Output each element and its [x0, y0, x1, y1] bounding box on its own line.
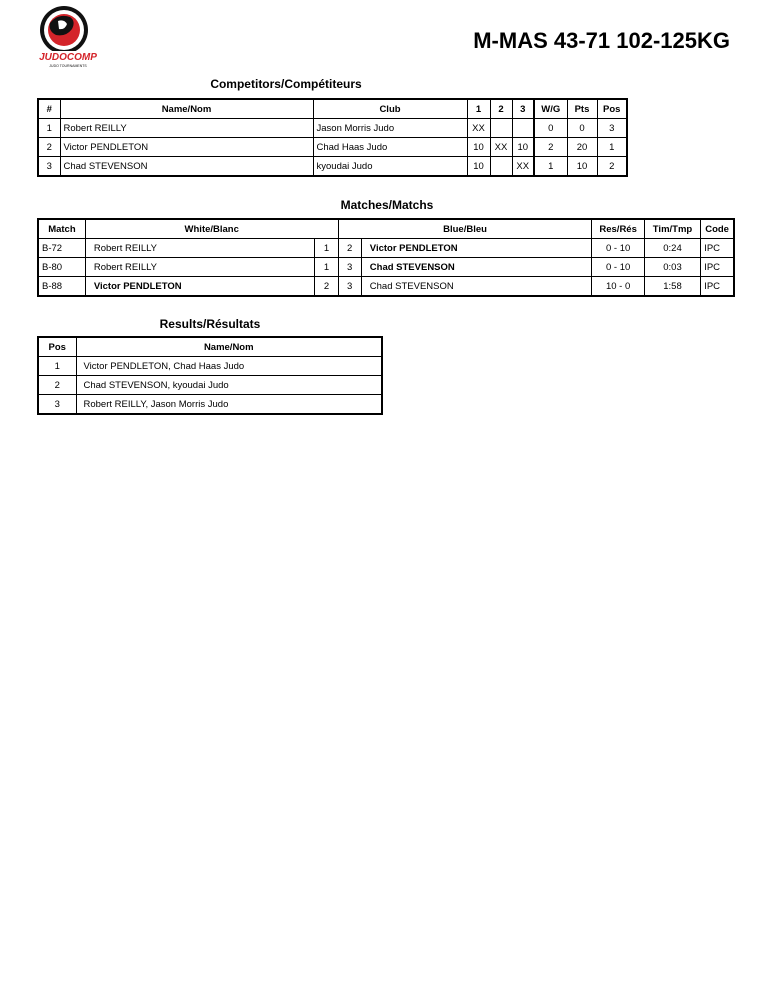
match-blue-name: Chad STEVENSON [361, 258, 592, 277]
competitor-score-3 [512, 119, 534, 138]
result-name: Victor PENDLETON, Chad Haas Judo [76, 357, 382, 376]
match-row [38, 277, 734, 297]
header-blue: Blue/Bleu [338, 219, 592, 239]
competitors-header-row [38, 99, 627, 119]
competitor-score-1: 10 [467, 157, 490, 177]
result-name: Chad STEVENSON, kyoudai Judo [76, 376, 382, 395]
results-title: Results/Résultats [159, 317, 261, 331]
match-code: IPC [701, 239, 734, 258]
competitor-score-2 [490, 119, 512, 138]
match-white-name: Victor PENDLETON [85, 277, 315, 297]
match-white-num: 1 [315, 239, 338, 258]
header-pos: Pos [597, 99, 627, 119]
match-id: B-80 [38, 258, 85, 277]
match-row [38, 258, 734, 277]
result-row [38, 376, 382, 395]
results-table [37, 336, 383, 415]
competitor-num: 1 [38, 119, 60, 138]
competitor-score-2: XX [490, 138, 512, 157]
header-white: White/Blanc [85, 219, 338, 239]
svg-text:JUDO TOURNAMENTS: JUDO TOURNAMENTS [49, 64, 87, 68]
match-blue-num: 3 [338, 277, 361, 297]
matches-header-row [38, 219, 734, 239]
matches-title: Matches/Matchs [340, 198, 434, 212]
competitor-pts: 0 [567, 119, 597, 138]
match-id: B-88 [38, 277, 85, 297]
results-header-row [38, 337, 382, 357]
competitor-pos: 3 [597, 119, 627, 138]
match-white-name: Robert REILLY [85, 258, 315, 277]
match-result: 0 - 10 [592, 258, 644, 277]
competitor-row [38, 119, 627, 138]
competitor-wg: 0 [534, 119, 567, 138]
competitor-score-1: 10 [467, 138, 490, 157]
competitor-name: Robert REILLY [60, 119, 313, 138]
header-num: # [38, 99, 60, 119]
match-blue-name: Chad STEVENSON [361, 277, 592, 297]
header-round-2: 2 [490, 99, 512, 119]
match-time: 0:24 [644, 239, 700, 258]
header-pos: Pos [38, 337, 76, 357]
competitor-club: kyoudai Judo [313, 157, 467, 177]
match-code: IPC [701, 277, 734, 297]
header-round-1: 1 [467, 99, 490, 119]
competitor-name: Victor PENDLETON [60, 138, 313, 157]
header-code: Code [701, 219, 734, 239]
competitor-score-3: 10 [512, 138, 534, 157]
result-name: Robert REILLY, Jason Morris Judo [76, 395, 382, 415]
competitor-club: Jason Morris Judo [313, 119, 467, 138]
match-time: 1:58 [644, 277, 700, 297]
competitor-wg: 2 [534, 138, 567, 157]
competitors-table [37, 98, 628, 177]
svg-text:JUDOCOMP: JUDOCOMP [39, 52, 97, 63]
match-blue-name: Victor PENDLETON [361, 239, 592, 258]
competitor-row [38, 157, 627, 177]
header-match: Match [38, 219, 85, 239]
competitor-pts: 20 [567, 138, 597, 157]
match-row [38, 239, 734, 258]
result-row [38, 395, 382, 415]
competitor-num: 3 [38, 157, 60, 177]
header-name: Name/Nom [76, 337, 382, 357]
competitor-pos: 2 [597, 157, 627, 177]
match-blue-num: 3 [338, 258, 361, 277]
competitor-pos: 1 [597, 138, 627, 157]
match-result: 10 - 0 [592, 277, 644, 297]
result-pos: 3 [38, 395, 76, 415]
match-blue-num: 2 [338, 239, 361, 258]
header-pts: Pts [567, 99, 597, 119]
header-wg: W/G [534, 99, 567, 119]
match-white-num: 1 [315, 258, 338, 277]
matches-table [37, 218, 735, 297]
header-round-3: 3 [512, 99, 534, 119]
match-white-num: 2 [315, 277, 338, 297]
competitor-name: Chad STEVENSON [60, 157, 313, 177]
result-row [38, 357, 382, 376]
judocomp-logo [36, 3, 100, 69]
event-title: M-MAS 43-71 102-125KG [473, 28, 730, 53]
match-code: IPC [701, 258, 734, 277]
competitors-title: Competitors/Compétiteurs [210, 77, 362, 91]
header-result: Res/Rés [592, 219, 644, 239]
result-pos: 1 [38, 357, 76, 376]
header-time: Tim/Tmp [644, 219, 700, 239]
result-pos: 2 [38, 376, 76, 395]
competitor-pts: 10 [567, 157, 597, 177]
match-id: B-72 [38, 239, 85, 258]
match-time: 0:03 [644, 258, 700, 277]
header-name: Name/Nom [60, 99, 313, 119]
competitor-score-3: XX [512, 157, 534, 177]
competitor-wg: 1 [534, 157, 567, 177]
competitor-score-2 [490, 157, 512, 177]
header-club: Club [313, 99, 467, 119]
competitor-club: Chad Haas Judo [313, 138, 467, 157]
match-white-name: Robert REILLY [85, 239, 315, 258]
competitor-num: 2 [38, 138, 60, 157]
match-result: 0 - 10 [592, 239, 644, 258]
competitor-score-1: XX [467, 119, 490, 138]
competitor-row [38, 138, 627, 157]
